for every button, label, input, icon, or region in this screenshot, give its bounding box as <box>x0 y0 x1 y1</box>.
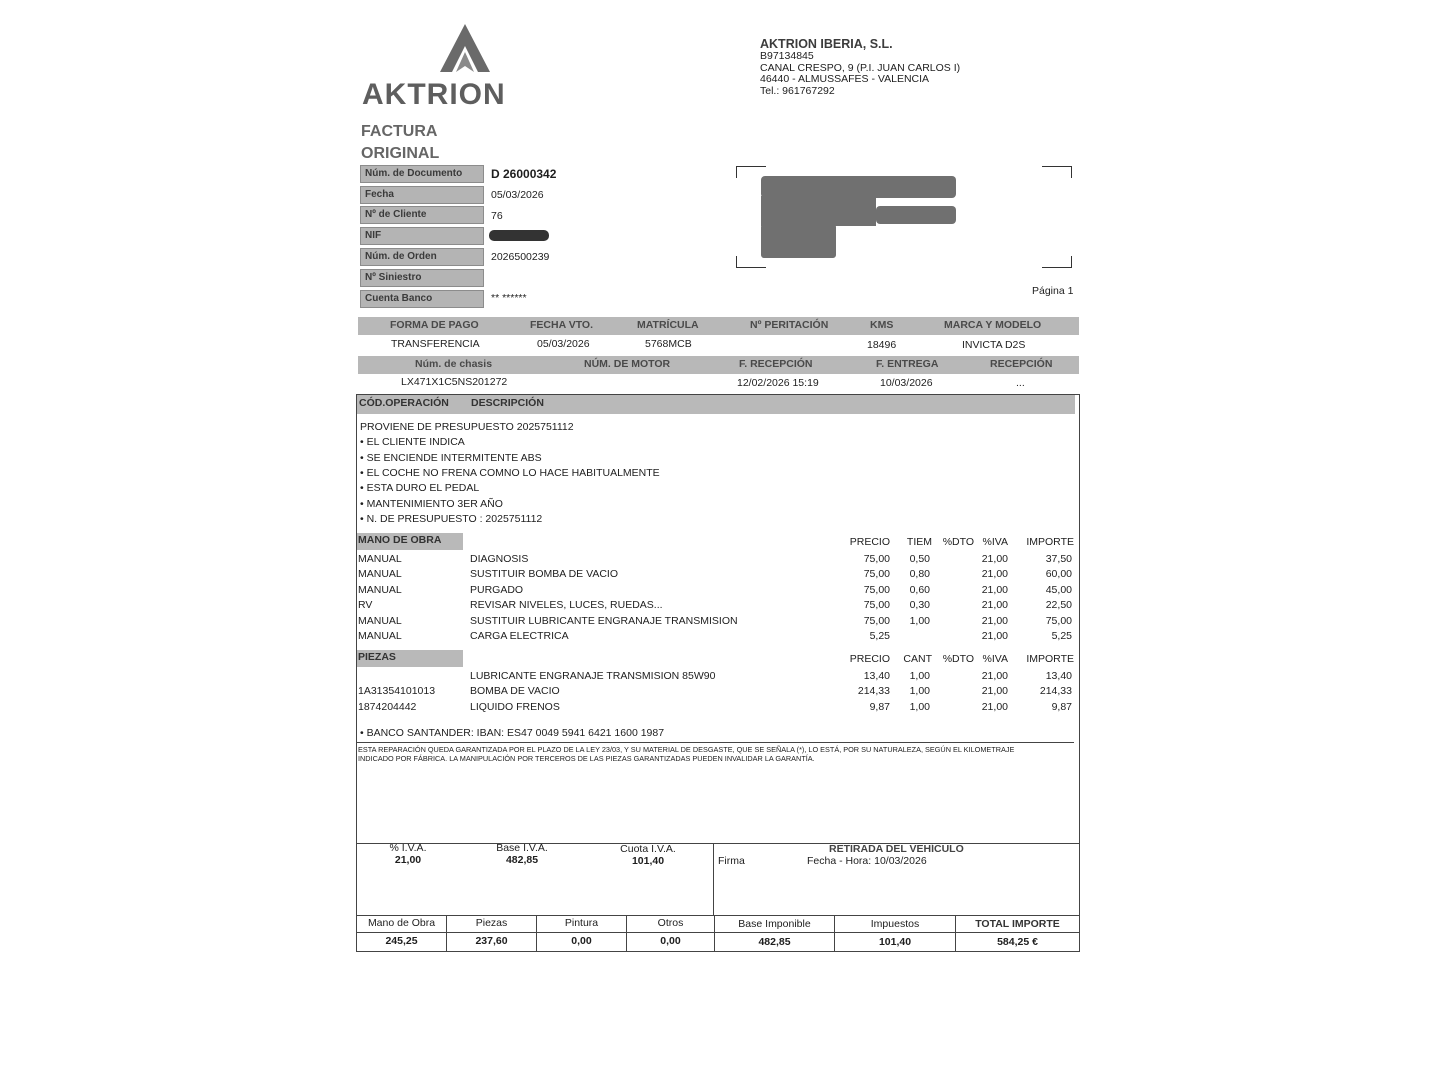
parts-row-desc: LIQUIDO FRENOS <box>470 700 560 713</box>
totals-value-otros: 0,00 <box>626 932 715 952</box>
labor-col-importe: IMPORTE <box>1026 536 1074 548</box>
labor-row-precio: 75,00 <box>863 599 890 612</box>
totals-header-pintura: Pintura <box>536 915 627 933</box>
document-title <box>361 121 439 165</box>
totals-header-base: Base Imponible <box>714 915 835 933</box>
parts-row-iva: 21,00 <box>981 700 1008 713</box>
company-phone: Tel.: 961767292 <box>760 84 835 97</box>
address-redaction-3 <box>876 206 956 224</box>
labor-row-desc: DIAGNOSIS <box>470 553 529 565</box>
company-logo <box>362 22 567 114</box>
field-label-cuenta-banco: Cuenta Banco <box>360 290 484 308</box>
logo-wordmark: AKTRION <box>362 78 506 111</box>
parts-row-importe: 13,40 <box>1045 670 1072 682</box>
labor-row-iva: 21,00 <box>981 599 1008 612</box>
vat-header-pct: % I.V.A. <box>389 842 427 854</box>
vat-header-cuota: Cuota I.V.A. <box>620 843 676 855</box>
col-motor: NÚM. DE MOTOR <box>584 358 671 370</box>
field-value-documento: D 26000342 <box>491 167 557 181</box>
bank-note: • BANCO SANTANDER: IBAN: ES47 0049 5941 6421 1600 1987 <box>360 727 665 739</box>
totals-value-base: 482,85 <box>714 932 835 952</box>
chasis-value: LX471X1C5NS201272 <box>401 376 508 388</box>
parts-row-precio: 13,40 <box>863 670 890 682</box>
description-line: • EL CLIENTE INDICA <box>360 436 465 448</box>
col-recepcion: RECEPCIÓN <box>990 358 1053 370</box>
forma-pago-value: TRANSFERENCIA <box>391 338 480 350</box>
document-title-line1: FACTURA <box>361 123 438 140</box>
kms-value: 18496 <box>867 339 897 351</box>
vat-header-base: Base I.V.A. <box>496 842 548 854</box>
labor-row-code: RV <box>358 599 373 612</box>
field-value-cuenta-banco: ** ****** <box>491 292 527 304</box>
col-descripcion: DESCRIPCIÓN <box>471 397 544 409</box>
pickup-fecha: Fecha - Hora: 10/03/2026 <box>807 855 927 867</box>
description-line: • MANTENIMIENTO 3ER AÑO <box>360 498 503 510</box>
labor-row-iva: 21,00 <box>981 583 1008 596</box>
labor-row-precio: 75,00 <box>863 583 890 596</box>
vehicle-header-bar-2 <box>358 356 1079 374</box>
parts-row-importe: 9,87 <box>1051 700 1072 713</box>
totals-value-total: 584,25 € <box>955 932 1080 952</box>
field-label-orden: Núm. de Orden <box>360 248 484 266</box>
labor-row-iva: 21,00 <box>981 568 1008 581</box>
col-forma-pago: FORMA DE PAGO <box>390 319 479 331</box>
col-peritacion: Nº PERITACIÓN <box>750 319 829 331</box>
labor-row-iva: 21,00 <box>981 630 1008 642</box>
parts-row-precio: 9,87 <box>869 700 890 713</box>
parts-title-text: PIEZAS <box>358 651 396 663</box>
totals-value-piezas: 237,60 <box>446 932 537 952</box>
parts-col-iva: %IVA <box>982 653 1008 665</box>
labor-row-code: MANUAL <box>358 630 402 642</box>
field-value-orden: 2026500239 <box>491 251 550 263</box>
col-chasis: Núm. de chasis <box>415 358 493 370</box>
labor-row-qty: 0,50 <box>909 553 930 565</box>
description-line: • N. DE PRESUPUESTO : 2025751112 <box>360 513 543 525</box>
labor-row-code: MANUAL <box>358 553 402 565</box>
labor-row-desc: PURGADO <box>470 583 524 596</box>
totals-header-piezas: Piezas <box>446 915 537 933</box>
labor-row-importe: 45,00 <box>1045 583 1072 596</box>
company-address: CANAL CRESPO, 9 (P.I. JUAN CARLOS I) <box>760 61 961 74</box>
parts-col-importe: IMPORTE <box>1026 653 1074 665</box>
parts-row-precio: 214,33 <box>857 685 890 698</box>
labor-row-importe: 5,25 <box>1051 630 1072 642</box>
totals-header-total: TOTAL IMPORTE <box>955 915 1080 933</box>
totals-header-mano-obra: Mano de Obra <box>356 915 447 933</box>
fecha-vto-value: 05/03/2026 <box>537 338 590 350</box>
labor-row-importe: 22,50 <box>1045 599 1072 612</box>
col-fecha-vto: FECHA VTO. <box>530 319 594 331</box>
labor-row-importe: 75,00 <box>1045 614 1072 627</box>
field-label-siniestro: Nº Siniestro <box>360 269 484 287</box>
field-value-cliente: 76 <box>491 210 503 222</box>
parts-col-precio: PRECIO <box>849 653 890 665</box>
parts-row-code: 1A31354101013 <box>358 685 436 698</box>
col-cod-operacion: CÓD.OPERACIÓN <box>359 397 449 409</box>
col-entrega: F. ENTREGA <box>876 358 939 370</box>
parts-section-title <box>357 650 463 667</box>
parts-row-importe: 214,33 <box>1039 685 1072 698</box>
labor-row-code: MANUAL <box>358 583 402 596</box>
labor-col-tiem: TIEM <box>906 536 932 548</box>
labor-col-dto: %DTO <box>942 536 974 548</box>
col-recepcion-fecha: F. RECEPCIÓN <box>739 358 813 370</box>
parts-row-desc: LUBRICANTE ENGRANAJE TRANSMISION 85W90 <box>470 670 716 682</box>
description-line: • SE ENCIENDE INTERMITENTE ABS <box>360 452 542 464</box>
legal-note-line2: INDICADO POR FÁBRICA. LA MANIPULACIÓN POR TERCEROS DE LAS PIEZAS GARANTIZADAS PUEDEN INVALIDAR LA GARANTÍA. <box>358 754 815 763</box>
col-marca-modelo: MARCA Y MODELO <box>944 319 1042 331</box>
labor-title-text: MANO DE OBRA <box>358 534 442 546</box>
parts-row-qty: 1,00 <box>909 700 930 713</box>
labor-col-iva: %IVA <box>982 536 1008 548</box>
labor-row-code: MANUAL <box>358 614 402 627</box>
totals-header-otros: Otros <box>626 915 715 933</box>
totals-value-mano-obra: 245,25 <box>356 932 447 952</box>
nif-redaction <box>489 230 549 241</box>
labor-row-desc: REVISAR NIVELES, LUCES, RUEDAS... <box>470 599 663 612</box>
field-label-cliente: Nº de Cliente <box>360 206 484 224</box>
totals-value-impuestos: 101,40 <box>834 932 956 952</box>
parts-row-iva: 21,00 <box>981 670 1008 682</box>
document-title-line2: ORIGINAL <box>361 145 440 162</box>
address-redaction-4 <box>761 224 836 258</box>
pickup-title: RETIRADA DEL VEHÍCULO <box>829 843 964 855</box>
totals-header-impuestos: Impuestos <box>834 915 956 933</box>
recepcion-value: ... <box>1016 377 1025 389</box>
labor-section-title <box>357 533 463 550</box>
labor-row-precio: 75,00 <box>863 553 890 565</box>
labor-row-qty: 1,00 <box>909 614 930 627</box>
parts-col-cant: CANT <box>903 653 932 665</box>
field-label-documento: Núm. de Documento <box>360 165 484 183</box>
recepcion-fecha-value: 12/02/2026 15:19 <box>737 377 819 389</box>
vat-value-base: 482,85 <box>505 854 539 866</box>
company-info <box>760 37 960 97</box>
labor-row-qty: 0,60 <box>909 583 930 596</box>
labor-row-importe: 60,00 <box>1045 568 1072 581</box>
parts-row-qty: 1,00 <box>909 685 930 698</box>
labor-row-iva: 21,00 <box>981 614 1008 627</box>
address-redaction-2 <box>761 196 876 226</box>
labor-row-importe: 37,50 <box>1045 553 1072 565</box>
address-redaction-1 <box>761 176 956 198</box>
labor-row-precio: 75,00 <box>863 614 890 627</box>
parts-row-qty: 1,00 <box>909 670 930 682</box>
field-value-fecha: 05/03/2026 <box>491 189 544 201</box>
labor-row-code: MANUAL <box>358 568 402 581</box>
entrega-value: 10/03/2026 <box>880 377 933 389</box>
labor-row-qty: 0,30 <box>909 599 930 612</box>
operations-header-bar <box>357 395 1075 414</box>
labor-row-desc: SUSTITUIR LUBRICANTE ENGRANAJE TRANSMISION <box>470 614 738 627</box>
labor-row-desc: CARGA ELECTRICA <box>470 630 569 642</box>
labor-row-qty: 0,80 <box>909 568 930 581</box>
company-city: 46440 - ALMUSSAFES - VALENCIA <box>760 73 930 85</box>
company-name: AKTRION IBERIA, S.L. <box>760 37 893 51</box>
description-line: PROVIENE DE PRESUPUESTO 2025751112 <box>360 421 574 433</box>
parts-row-iva: 21,00 <box>981 685 1008 698</box>
labor-row-iva: 21,00 <box>981 553 1008 565</box>
labor-row-desc: SUSTITUIR BOMBA DE VACIO <box>470 568 618 581</box>
legal-note-line1: ESTA REPARACIÓN QUEDA GARANTIZADA POR EL PLAZO DE LA LEY 23/03, Y SU MATERIAL DE DESGASTE, QUE SE SEÑALA (*), LO ESTÁ, POR SU NATURALEZA, SEGÚN EL KILOMETRAJE <box>358 745 1015 754</box>
page-number: Página 1 <box>1032 285 1074 297</box>
vat-value-cuota: 101,40 <box>631 855 665 867</box>
parts-col-dto: %DTO <box>942 653 974 665</box>
labor-row-precio: 75,00 <box>863 568 890 581</box>
customer-address-window <box>736 166 1072 268</box>
parts-row-code: 1874204442 <box>358 700 417 713</box>
col-kms: KMS <box>870 319 894 331</box>
description-line: • EL COCHE NO FRENA COMNO LO HACE HABITUALMENTE <box>360 467 660 479</box>
legal-divider <box>357 742 1074 743</box>
totals-value-pintura: 0,00 <box>536 932 627 952</box>
vat-value-pct: 21,00 <box>394 854 422 866</box>
pickup-firma-label: Firma <box>718 855 745 867</box>
field-label-fecha: Fecha <box>360 186 484 204</box>
labor-col-precio: PRECIO <box>849 536 890 548</box>
marca-modelo-value: INVICTA D2S <box>962 339 1026 351</box>
description-line: • ESTA DURO EL PEDAL <box>360 482 480 494</box>
field-label-nif: NIF <box>360 227 484 245</box>
company-cif: B97134845 <box>760 50 814 62</box>
parts-row-desc: BOMBA DE VACIO <box>470 685 560 698</box>
vehicle-header-bar-1 <box>358 317 1079 335</box>
col-matricula: MATRÍCULA <box>637 319 699 331</box>
labor-row-precio: 5,25 <box>869 630 890 642</box>
matricula-value: 5768MCB <box>645 338 692 350</box>
